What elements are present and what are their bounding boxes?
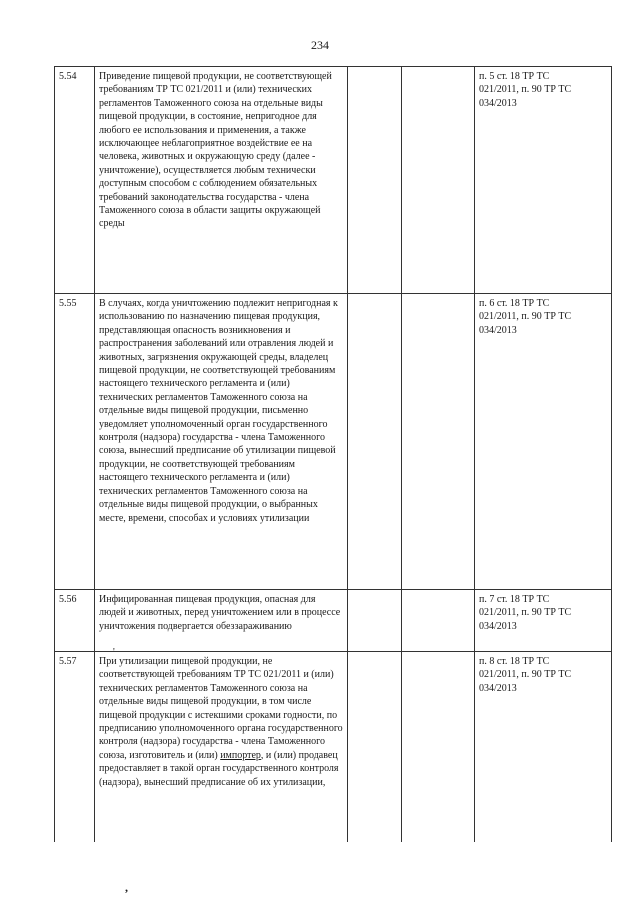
table-row: [55, 590, 612, 652]
item-number: 5.54: [55, 67, 95, 294]
empty-cell: [402, 652, 475, 842]
empty-cell: [348, 67, 402, 294]
item-number: 5.56: [55, 590, 95, 652]
item-number: 5.57: [55, 652, 95, 842]
empty-cell: [348, 294, 402, 590]
stray-mark: ': [113, 647, 115, 658]
requirement-text: [95, 652, 348, 842]
regulation-reference: п. 8 ст. 18 ТР ТС 021/2011, п. 90 ТР ТС 034/2013: [475, 652, 612, 842]
underlined-term: импортер: [220, 749, 261, 761]
empty-cell: [348, 590, 402, 652]
empty-cell: [402, 590, 475, 652]
empty-cell: [402, 294, 475, 590]
table-row: [55, 67, 612, 294]
page-number: 234: [311, 38, 329, 52]
item-number: 5.55: [55, 294, 95, 590]
regulation-reference: п. 5 ст. 18 ТР ТС 021/2011, п. 90 ТР ТС 034/2013: [475, 67, 612, 294]
requirement-text: Инфицированная пищевая продукция, опасная для людей и животных, перед уничтожением или в процессе уничтожения подвергается обеззараживанию: [95, 590, 348, 652]
text-part: , и (или) продавец предоставляет в такой орган государственного контроля (надзора), вынесший предписание об их утилизации,: [99, 749, 339, 788]
requirement-text: В случаях, когда уничтожению подлежит непригодная к использованию по назначению пищевая продукция, представляющая опасность возникновения и распространения заболеваний или отравления людей и животных, загрязнения окружающей среды, владелец пищевой продукции, не соответствующей требованиям настоящего технического регламента и (или) технических регламентов Таможенного союза на отдельные виды пищевой продукции, письменно уведомляет уполномоченный орган государственного контроля (надзора) государства - члена Таможенного союза, вынесший предписание об утилизации пищевой продукции, не соответствующей требованиям настоящего технического регламента и (или) технических регламентов Таможенного союза на отдельные виды пищевой продукции, о выбранных месте, времени, способах и условиях утилизации: [95, 294, 348, 590]
stray-mark: ,: [125, 880, 128, 894]
regulation-reference: п. 7 ст. 18 ТР ТС 021/2011, п. 90 ТР ТС 034/2013: [475, 590, 612, 652]
empty-cell: [402, 67, 475, 294]
table-row: [55, 294, 612, 590]
text-part: При утилизации пищевой продукции, не соответствующей требованиям ТР ТС 021/2011 и (или) технических регламентов Таможенного союза на отдельные виды пищевой продукции, в том числе пищевой продукции с истекшими сроками годности, по предписанию уполномоченного органа государственного контроля (надзора) государства - члена Таможенного союза, изготовитель и (или): [99, 656, 343, 761]
table-row: [55, 652, 612, 842]
requirement-text: Приведение пищевой продукции, не соответствующей требованиям ТР ТС 021/2011 и (или) технических регламентов Таможенного союза на отдельные виды пищевой продукции, в состояние, непригодное для любого ее использования и применения, а также исключающее неблагоприятное воздействие ее на человека, животных и окружающую среду (далее - уничтожение), осуществляется любым технически доступным способом с соблюдением обязательных требований законодательства государства - члена Таможенного союза в области защиты окружающей среды: [95, 67, 348, 294]
empty-cell: [348, 652, 402, 842]
requirements-table: [54, 66, 612, 842]
regulation-reference: п. 6 ст. 18 ТР ТС 021/2011, п. 90 ТР ТС 034/2013: [475, 294, 612, 590]
